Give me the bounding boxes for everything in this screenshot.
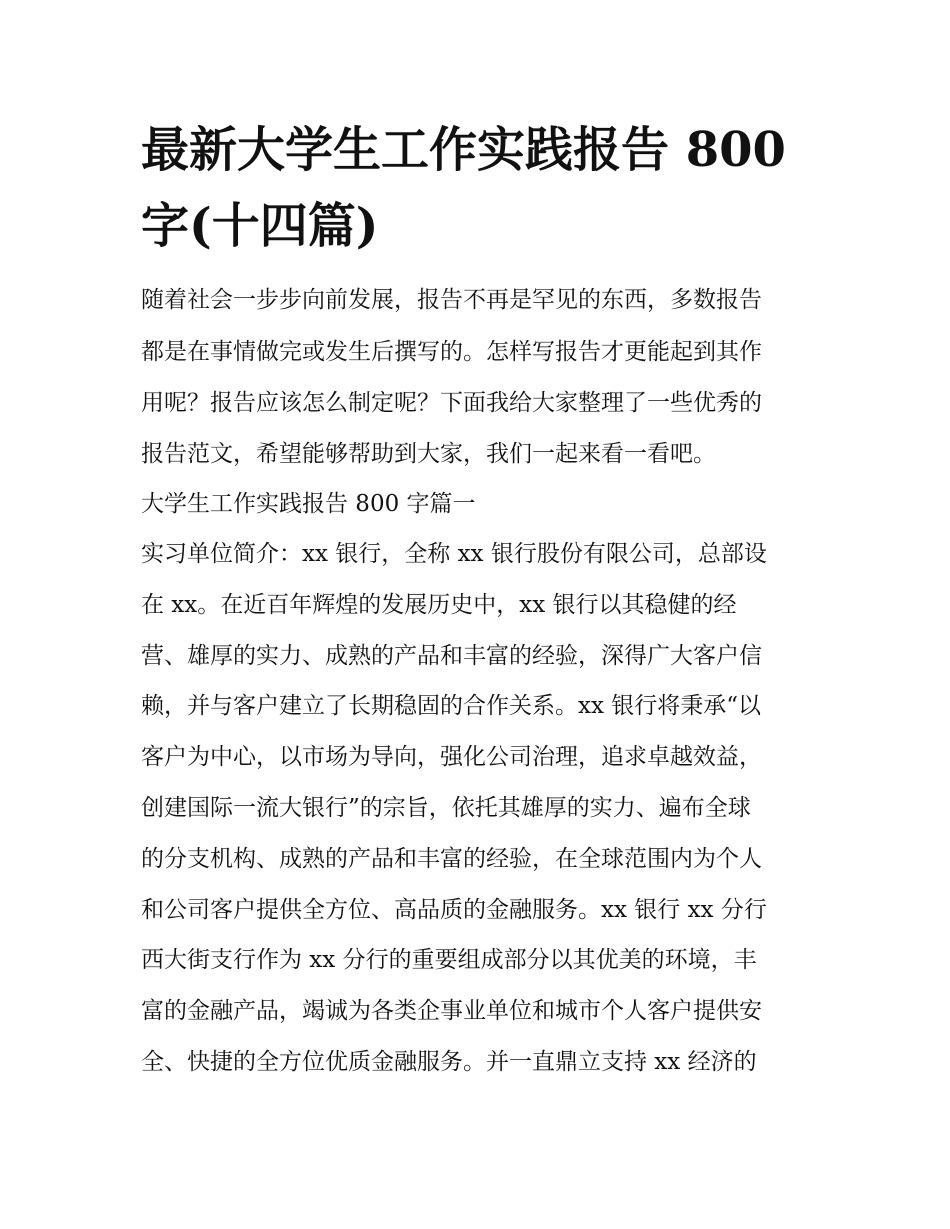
section-line-9: 西大街支行作为 xx 分行的重要组成部分以其优美的环境，丰 <box>141 947 757 973</box>
intro-line-2: 都是在事情做完或发生后撰写的。怎样写报告才更能起到其作 <box>141 339 762 365</box>
intro-line-1: 随着社会一步步向前发展，报告不再是罕见的东西，多数报告 <box>141 287 762 313</box>
title-line-2: 字(十四篇) <box>141 198 379 254</box>
section-line-4: 赖，并与客户建立了长期稳固的合作关系。xx 银行将秉承“以 <box>141 693 762 719</box>
section-heading: 大学生工作实践报告 800 字篇一 <box>141 491 476 517</box>
section-line-8: 和公司客户提供全方位、高品质的金融服务。xx 银行 xx 分行 <box>141 897 767 923</box>
section-line-1: 实习单位简介：xx 银行，全称 xx 银行股份有限公司，总部设 <box>141 541 767 567</box>
section-line-6: 创建国际一流大银行”的宗旨，依托其雄厚的实力、遍布全球 <box>141 795 751 821</box>
intro-line-4: 报告范文，希望能够帮助到大家，我们一起来看一看吧。 <box>141 441 716 467</box>
section-line-11: 全、快捷的全方位优质金融服务。并一直鼎立支持 xx 经济的 <box>141 1049 757 1075</box>
title-line-1: 最新大学生工作实践报告 800 <box>141 122 786 178</box>
section-line-3: 营、雄厚的实力、成熟的产品和丰富的经验，深得广大客户信 <box>141 643 762 669</box>
section-line-5: 客户为中心，以市场为导向，强化公司治理，追求卓越效益， <box>141 744 762 770</box>
section-line-7: 的分支机构、成熟的产品和丰富的经验，在全球范围内为个人 <box>141 846 762 872</box>
section-line-10: 富的金融产品，竭诚为各类企事业单位和城市个人客户提供安 <box>141 998 762 1024</box>
section-line-2: 在 xx。在近百年辉煌的发展历史中，xx 银行以其稳健的经 <box>141 592 737 618</box>
intro-line-3: 用呢？报告应该怎么制定呢？下面我给大家整理了一些优秀的 <box>141 390 762 416</box>
document-title <box>141 112 801 264</box>
